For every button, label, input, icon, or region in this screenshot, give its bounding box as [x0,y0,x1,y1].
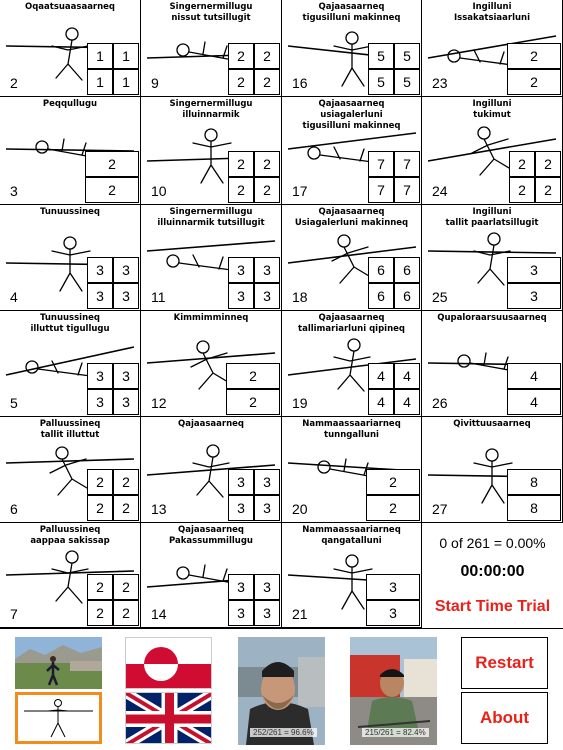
restart-button[interactable]: Restart [461,637,548,689]
exercise-number: 4 [10,289,18,305]
exercise-title: Qupaloraarsuusaarneq [437,313,547,323]
score-box[interactable]: 3 [228,574,254,600]
exercise-number: 2 [10,75,18,91]
score-box[interactable]: 1 [113,69,139,95]
score-box[interactable]: 2 [87,574,113,600]
exercise-title: Qajaasaarneq tigusilluni makinneq [302,2,401,23]
exercise-tile[interactable] [422,0,563,97]
score-box[interactable]: 3 [113,389,139,415]
score-box[interactable]: 2 [254,177,280,203]
exercise-number: 9 [151,75,159,91]
score-box[interactable]: 2 [113,600,139,626]
exercise-title: Tunuussineq [39,207,100,217]
exercise-tile[interactable] [141,205,282,311]
score-box[interactable]: 4 [394,389,420,415]
score-box[interactable]: 7 [394,177,420,203]
score-box[interactable]: 6 [394,257,420,283]
timer-text: 00:00:00 [460,563,525,580]
score-box[interactable]: 8 [507,469,561,495]
score-box[interactable]: 2 [85,177,139,203]
score-box[interactable]: 3 [87,257,113,283]
exercise-number: 21 [292,606,308,622]
score-box[interactable]: 2 [228,69,254,95]
score-box[interactable]: 5 [368,69,394,95]
exercise-number: 12 [151,395,167,411]
exercise-title: Ingilluni tukimut [472,99,512,120]
score-box[interactable]: 2 [366,469,420,495]
score-box[interactable]: 3 [87,283,113,309]
score-box[interactable]: 7 [394,151,420,177]
score-box[interactable]: 3 [228,495,254,521]
exercise-number: 7 [10,606,18,622]
score-box[interactable]: 3 [254,574,280,600]
exercise-number: 6 [10,501,18,517]
exercise-title: Qajaasaarneq Usiagalerluni makinneq [294,207,409,228]
score-box[interactable]: 2 [509,177,535,203]
score-box[interactable]: 2 [535,151,561,177]
exercise-number: 18 [292,289,308,305]
start-time-trial-button[interactable]: Start Time Trial [434,598,551,615]
exercise-tile[interactable] [422,311,563,417]
exercise-tile[interactable] [282,523,422,628]
score-box[interactable]: 2 [535,177,561,203]
exercise-title: Singernermillugu nissut tutsillugit [169,2,253,23]
score-box[interactable]: 2 [113,574,139,600]
bottom-bar [0,628,563,750]
athlete-photo [15,637,102,689]
exercise-tile[interactable] [0,311,141,417]
exercise-tile[interactable] [141,523,282,628]
score-box[interactable]: 2 [254,151,280,177]
exercise-title: Singernermillugu illuinnarmik tutsillugit [157,207,265,228]
score-box[interactable]: 2 [85,151,139,177]
score-box[interactable]: 3 [254,469,280,495]
exercise-title: Palluussineq tallit illuttut [39,419,101,440]
exercise-tile[interactable] [141,97,282,205]
exercise-title: Palluussineq aappaa sakissap [30,525,110,546]
player-photo-2-caption: 215/261 = 82.4% [362,728,429,737]
exercise-title: Singernermillugu illuinnarmik [169,99,253,120]
score-box[interactable]: 2 [254,43,280,69]
exercise-number: 17 [292,183,308,199]
score-box[interactable]: 3 [228,600,254,626]
greenland-flag-button[interactable] [125,637,212,689]
rope-jump-icon [18,695,99,741]
score-box[interactable]: 4 [507,389,561,415]
score-box[interactable]: 3 [254,257,280,283]
exercise-title: Qajaasaarneq [178,419,244,429]
exercise-title: Kimmimminneq [173,313,249,323]
exercise-tile[interactable] [282,97,422,205]
exercise-tile[interactable] [282,205,422,311]
score-box[interactable]: 2 [507,69,561,95]
exercise-tile[interactable] [0,417,141,523]
exercise-title: Tunuussineq illuttut tigullugu [30,313,110,334]
exercise-number: 26 [432,395,448,411]
score-box[interactable]: 3 [254,283,280,309]
progress-text: 0 of 261 = 0.00% [439,535,546,551]
exercise-tile[interactable] [282,0,422,97]
exercise-tile[interactable] [0,205,141,311]
score-box[interactable]: 2 [87,495,113,521]
score-box[interactable]: 5 [394,69,420,95]
exercise-tile[interactable] [422,417,563,523]
score-box[interactable]: 4 [368,389,394,415]
score-box[interactable]: 6 [368,257,394,283]
score-box[interactable]: 3 [254,600,280,626]
exercise-tile[interactable] [282,417,422,523]
score-box[interactable]: 6 [394,283,420,309]
score-box[interactable]: 3 [113,363,139,389]
exercise-title: Qajaasaarneq Pakassummillugu [169,525,253,546]
score-box[interactable]: 4 [507,363,561,389]
score-box[interactable]: 3 [87,363,113,389]
rope-jump-thumbnail[interactable] [15,692,102,744]
score-box[interactable]: 3 [507,283,561,309]
score-box[interactable]: 1 [87,43,113,69]
exercise-number: 3 [10,183,18,199]
score-box[interactable]: 2 [366,495,420,521]
exercise-tile[interactable] [422,97,563,205]
exercise-number: 5 [10,395,18,411]
exercise-number: 25 [432,289,448,305]
player-photo-1-caption: 252/261 = 96.6% [250,728,317,737]
exercise-number: 19 [292,395,308,411]
score-box[interactable]: 7 [368,177,394,203]
exercise-number: 10 [151,183,167,199]
score-box[interactable]: 2 [254,69,280,95]
exercise-title: Ingilluni tallit paarlatsillugit [445,207,539,228]
score-box[interactable]: 3 [87,389,113,415]
exercise-tile[interactable] [0,0,141,97]
score-box[interactable]: 3 [366,574,420,600]
score-box[interactable]: 2 [509,151,535,177]
exercise-number: 20 [292,501,308,517]
score-box[interactable]: 1 [113,43,139,69]
exercise-title: Qivittuusaarneq [453,419,531,429]
score-box[interactable]: 3 [228,283,254,309]
exercise-title: Ingilluni Issakatsiaarluni [453,2,531,23]
exercise-number: 14 [151,606,167,622]
score-box[interactable]: 3 [113,283,139,309]
exercise-tile[interactable] [0,97,141,205]
score-box[interactable]: 7 [368,151,394,177]
exercise-number: 11 [151,289,166,305]
exercise-title: Oqaatsuaasaarneq [24,2,116,12]
score-box[interactable]: 8 [507,495,561,521]
score-box[interactable]: 2 [113,469,139,495]
score-box[interactable]: 2 [87,469,113,495]
exercise-tile[interactable] [422,205,563,311]
player-photo-2[interactable] [350,637,437,745]
exercise-tile[interactable] [141,0,282,97]
score-box[interactable]: 2 [228,43,254,69]
exercise-title: Qajaasaarneq usiagalerluni tigusilluni makinneq [302,99,401,131]
exercise-title: Peqqullugu [42,99,98,109]
exercise-tile[interactable] [141,417,282,523]
score-box[interactable]: 3 [113,257,139,283]
score-box[interactable]: 3 [507,257,561,283]
exercise-tile[interactable] [0,523,141,628]
stats-panel [422,523,563,628]
score-box[interactable]: 2 [113,495,139,521]
player-photo-1[interactable] [238,637,325,745]
exercise-title: Nammaassaariarneq tunngalluni [302,419,401,440]
score-box[interactable]: 2 [226,363,280,389]
score-box[interactable]: 3 [254,495,280,521]
score-box[interactable]: 4 [394,363,420,389]
score-box[interactable]: 2 [228,151,254,177]
score-box[interactable]: 2 [228,177,254,203]
about-button[interactable]: About [461,692,548,744]
score-box[interactable]: 5 [368,43,394,69]
score-box[interactable]: 3 [228,469,254,495]
score-box[interactable]: 4 [368,363,394,389]
uk-flag-icon [126,693,212,744]
exercise-tile[interactable] [282,311,422,417]
score-box[interactable]: 1 [87,69,113,95]
score-box[interactable]: 3 [366,600,420,626]
score-box[interactable]: 2 [87,600,113,626]
score-box[interactable]: 3 [228,257,254,283]
english-flag-button[interactable] [125,692,212,744]
exercise-title: Nammaassaariarneq qangatalluni [302,525,401,546]
exercise-number: 23 [432,75,448,91]
exercise-number: 27 [432,501,448,517]
athlete-photo-thumbnail[interactable] [15,637,102,689]
exercise-number: 24 [432,183,448,199]
greenland-flag-icon [126,638,212,689]
exercise-title: Qajaasaarneq tallimariarluni qipineq [298,313,405,334]
exercise-number: 13 [151,501,167,517]
exercise-tile[interactable] [141,311,282,417]
score-box[interactable]: 5 [394,43,420,69]
score-box[interactable]: 2 [226,389,280,415]
score-box[interactable]: 2 [507,43,561,69]
exercise-number: 16 [292,75,308,91]
score-box[interactable]: 6 [368,283,394,309]
